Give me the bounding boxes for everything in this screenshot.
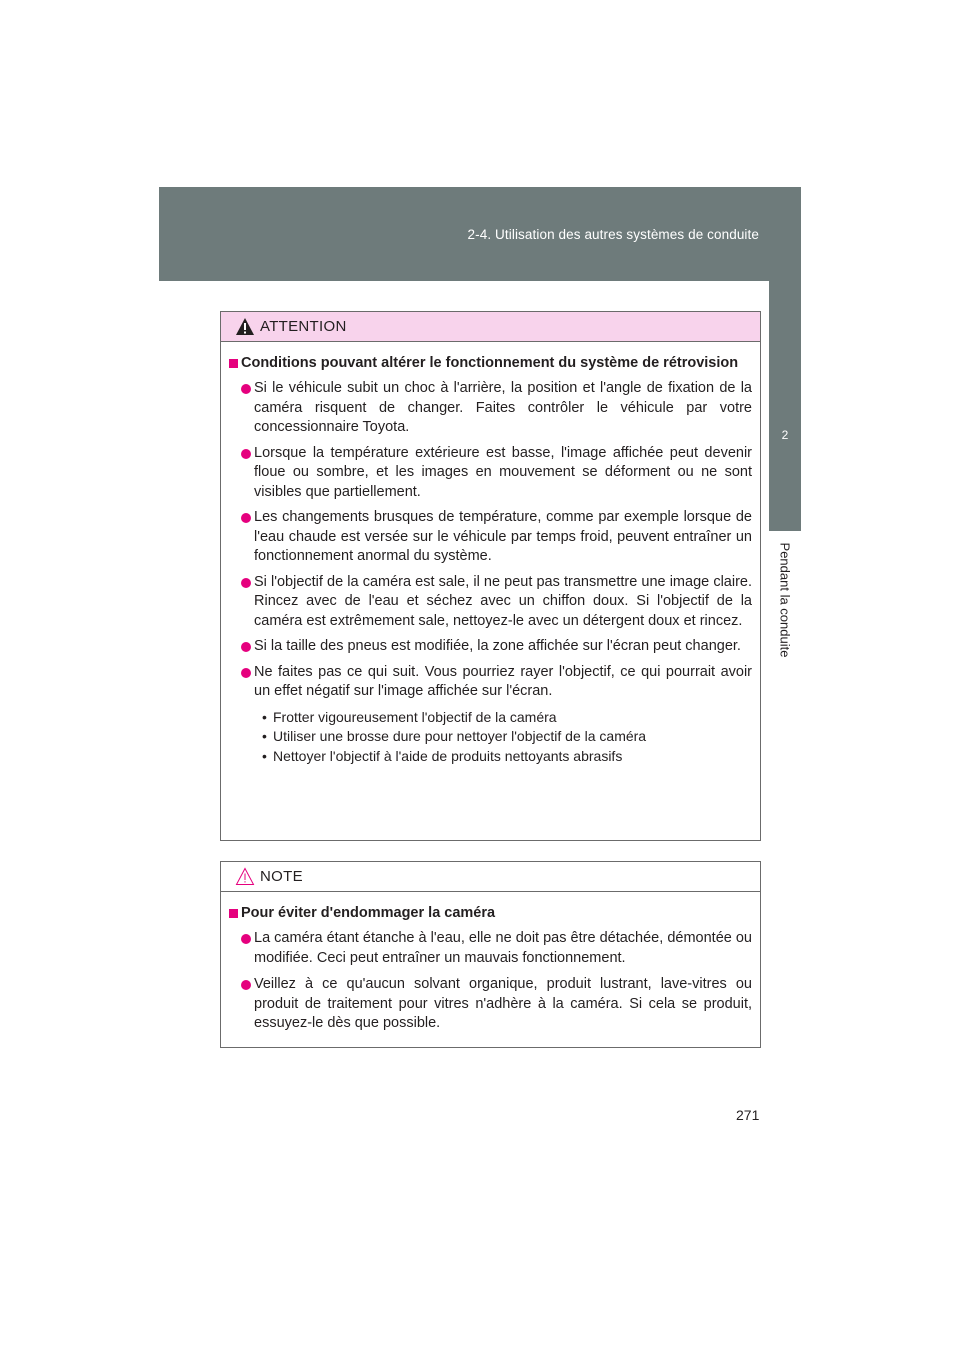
attention-content xyxy=(221,342,760,766)
page-number: 271 xyxy=(736,1107,760,1123)
attention-title: ATTENTION xyxy=(260,318,347,335)
list-item: Ne faites pas ce qui suit. Vous pourriez rayer l'objectif, ce qui pourrait avoir un effet négatif sur l'image affichée sur l'écran. xyxy=(229,663,752,702)
circle-bullet-icon xyxy=(241,513,251,523)
attention-header xyxy=(221,312,760,342)
circle-bullet-icon xyxy=(241,668,251,678)
circle-bullet-icon xyxy=(241,449,251,459)
circle-bullet-icon xyxy=(241,934,251,944)
circle-bullet-icon xyxy=(241,642,251,652)
chapter-tab xyxy=(769,281,801,531)
list-item: Si le véhicule subit un choc à l'arrière, la position et l'angle de fixation de la caméra risquent de changer. Faites contrôler le véhicule par votre concessionnaire Toyota. xyxy=(229,379,752,438)
note-heading: Pour éviter d'endommager la caméra xyxy=(229,904,752,923)
circle-bullet-icon xyxy=(241,384,251,394)
warning-icon xyxy=(235,317,255,336)
note-header xyxy=(221,862,760,892)
circle-bullet-icon xyxy=(241,980,251,990)
list-item: La caméra étant étanche à l'eau, elle ne doit pas être détachée, démontée ou modifiée. Ceci peut entraîner un mauvais fonctionnement. xyxy=(229,929,752,968)
section-title: 2-4. Utilisation des autres systèmes de conduite xyxy=(467,227,759,242)
section-header-band xyxy=(159,187,801,281)
list-item: Si l'objectif de la caméra est sale, il ne peut pas transmettre une image claire. Rincez avec de l'eau et séchez avec un chiffon doux. Si l'objectif de la caméra est extrêmement sale, nettoyez-le avec un détergent doux et rincez. xyxy=(229,573,752,632)
chapter-number: 2 xyxy=(781,428,789,442)
square-bullet-icon xyxy=(229,359,238,368)
sub-list-item: • Frotter vigoureusement l'objectif de la caméra xyxy=(229,708,752,728)
caution-outline-icon xyxy=(235,867,255,886)
attention-heading: Conditions pouvant altérer le fonctionnement du système de rétrovision xyxy=(229,354,752,373)
list-item: Les changements brusques de température, comme par exemple lorsque de l'eau chaude est versée sur le véhicule par temps froid, peuvent entraîner un fonctionnement anormal du système. xyxy=(229,508,752,567)
attention-box xyxy=(220,311,761,841)
sub-list-item: • Nettoyer l'objectif à l'aide de produits nettoyants abrasifs xyxy=(229,747,752,767)
sub-list-item: • Utiliser une brosse dure pour nettoyer l'objectif de la caméra xyxy=(229,727,752,747)
note-box xyxy=(220,861,761,1048)
list-item: Si la taille des pneus est modifiée, la zone affichée sur l'écran peut changer. xyxy=(229,637,752,657)
note-content xyxy=(221,892,760,1034)
circle-bullet-icon xyxy=(241,578,251,588)
chapter-label: Pendant la conduite xyxy=(777,542,793,658)
list-item: Veillez à ce qu'aucun solvant organique, produit lustrant, lave-vitres ou produit de traitement pour vitres n'adhère à la caméra. Si cela se produit, essuyez-le dès que possible. xyxy=(229,975,752,1034)
note-title: NOTE xyxy=(260,868,303,885)
list-item: Lorsque la température extérieure est basse, l'image affichée peut devenir floue ou sombre, et les images en mouvement se déforment ou ne sont visibles que partiellement. xyxy=(229,444,752,503)
square-bullet-icon xyxy=(229,909,238,918)
